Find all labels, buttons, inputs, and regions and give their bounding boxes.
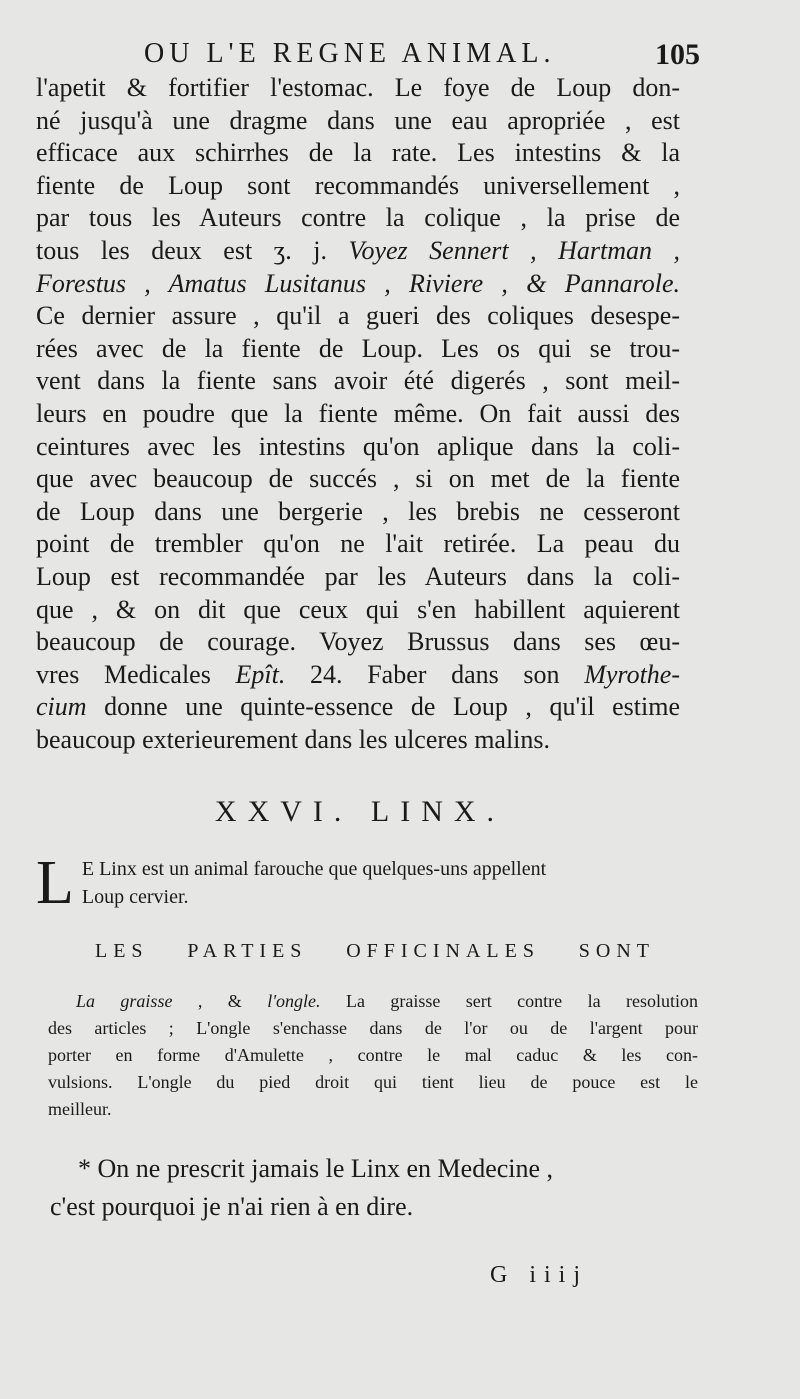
parts-paragraph: [48, 988, 698, 1123]
text-line: par tous les Auteurs contre la colique , la prise de: [36, 203, 680, 233]
italic-reference: Myrothe-: [584, 659, 680, 689]
italic-reference: Voyez Sennert , Hartman ,: [348, 235, 680, 265]
text-line: de Loup dans une bergerie , les brebis ne cesseront: [36, 496, 680, 526]
text-line: rées avec de la fiente de Loup. Les os qui se trou-: [36, 333, 680, 363]
footnote-line: c'est pourquoi je n'ai rien à en dire.: [50, 1192, 414, 1221]
text-line: [36, 268, 680, 301]
section-title: XXVI. LINX.: [214, 795, 506, 828]
text-line: meilleur.: [48, 1099, 112, 1119]
text-line: que , & on dit que ceux qui s'en habillent aquierent: [36, 594, 680, 624]
text-line: des articles ; L'ongle s'enchasse dans de l'or ou de l'argent pour: [48, 1018, 698, 1038]
intro-line: Loup cervier.: [81, 886, 189, 908]
text-line: vulsions. L'ongle du pied droit qui tient lieu de pouce est le: [48, 1072, 698, 1092]
italic-term: l'ongle.: [267, 991, 321, 1011]
text-line: fiente de Loup sont recommandés universellement ,: [36, 170, 680, 200]
parts-subheading: LES PARTIES OFFICINALES SONT: [95, 940, 655, 962]
text-line: point de trembler qu'on ne l'ait retirée. La peau du: [36, 529, 680, 559]
text-line: Ce dernier assure , qu'il a gueri des coliques desespe-: [36, 301, 680, 331]
intro-line: E Linx est un animal farouche que quelques-uns appellent: [81, 858, 547, 880]
text-line: beaucoup exterieurement dans les ulceres malins.: [36, 724, 551, 754]
running-head: OU L'E REGNE ANIMAL.: [144, 38, 556, 69]
italic-reference: Epît.: [235, 659, 286, 689]
italic-reference: Forestus , Amatus Lusitanus , Riviere , & Pannarole.: [36, 268, 680, 298]
text-line: vent dans la fiente sans avoir été digerés , sont meil-: [36, 366, 680, 396]
text-line: leurs en poudre que la fiente même. On fait aussi des: [36, 398, 680, 428]
italic-reference: cium: [36, 692, 87, 722]
section-intro: [36, 849, 696, 917]
text-line: ceintures avec les intestins qu'on aplique dans la coli-: [36, 431, 680, 461]
text-line: La graisse , & l'ongle. La graisse sert contre la resolution: [76, 991, 698, 1011]
page-number: 105: [655, 38, 700, 71]
main-paragraph: [36, 72, 680, 756]
text-line: né jusqu'à une dragme dans une eau apropriée , est: [36, 105, 680, 135]
text-line: tous les deux est ʒ. j. Voyez Sennert , Hartman ,: [36, 235, 680, 265]
footnote: [50, 1150, 680, 1226]
text-line: cium donne une quinte-essence de Loup , qu'il estime: [36, 692, 680, 722]
footnote-line: * On ne prescrit jamais le Linx en Medecine ,: [78, 1154, 554, 1183]
signature-mark: G iiij: [490, 1262, 589, 1288]
text-line: Loup est recommandée par les Auteurs dans la coli-: [36, 561, 680, 591]
text-line: efficace aux schirrhes de la rate. Les intestins & la: [36, 138, 680, 168]
italic-term: La graisse: [76, 991, 173, 1011]
text-line: vres Medicales Epît. 24. Faber dans son Myrothe-: [36, 659, 680, 689]
text-line: que avec beaucoup de succés , si on met de la fiente: [36, 464, 680, 494]
text-line: beaucoup de courage. Voyez Brussus dans ses œu-: [36, 627, 680, 657]
text-line: porter en forme d'Amulette , contre le mal caduc & les con-: [48, 1045, 698, 1065]
drop-cap: L: [36, 849, 74, 917]
text-line: l'apetit & fortifier l'estomac. Le foye de Loup don-: [36, 73, 680, 102]
